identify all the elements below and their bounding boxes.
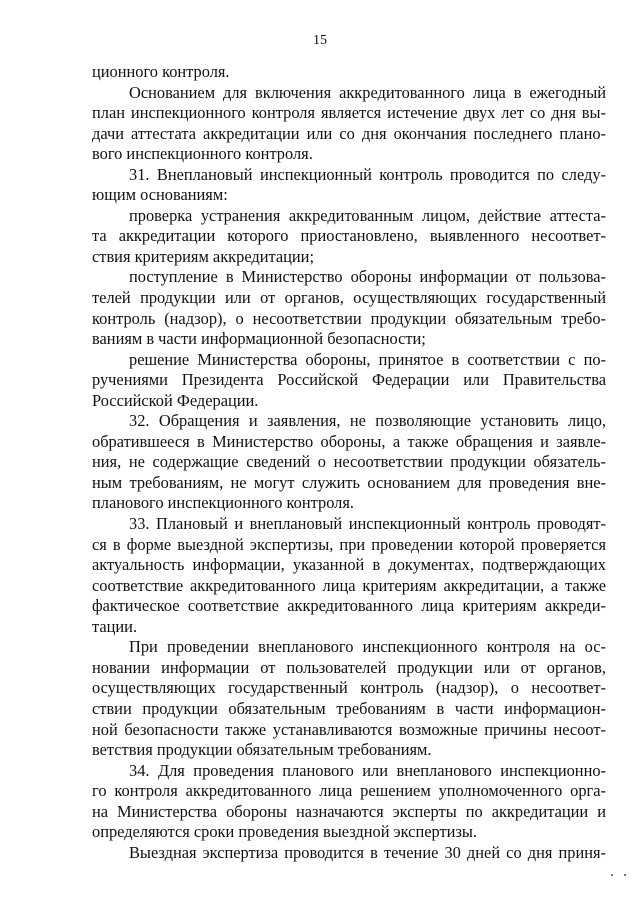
text-line: обратившееся в Министерство обороны, а также обращения и заявле-: [92, 431, 606, 451]
text-line: ваниям в части информационной безопасности;: [92, 329, 426, 349]
text-line: ствии продукции обязательным требованиям в части информацион-: [92, 698, 606, 718]
text-line: контроль (надзор), о несоответствии продукции обязательным требо-: [92, 308, 606, 328]
text-line: соответствие аккредитованного лица критериям аккредитации, а также: [92, 575, 606, 595]
page-number: 15: [313, 33, 327, 48]
text-line: ным требованиям, не могут служить основанием для проведения вне-: [92, 472, 606, 492]
text-line: 31. Внеплановый инспекционный контроль проводится по следу-: [129, 164, 606, 184]
text-line: Основанием для включения аккредитованного лица в ежегодный: [129, 82, 606, 102]
text-line: При проведении внепланового инспекционного контроля на ос-: [129, 637, 606, 657]
text-line: телей продукции или от органов, осуществляющих государственный: [92, 288, 606, 308]
scan-speck: [611, 874, 613, 876]
text-line: план инспекционного контроля является истечение двух лет со дня вы-: [92, 103, 606, 123]
text-line: ния, не содержащие сведений о несоответствии продукции обязатель-: [92, 452, 606, 472]
text-line: ствия критериям аккредитации;: [92, 246, 315, 266]
text-line: актуальность информации, указанной в документах, подтверждающих: [92, 555, 606, 575]
text-line: новании информации от пользователей продукции или от органов,: [92, 657, 606, 677]
text-line: фактическое соответствие аккредитованного лица критериям аккреди-: [92, 596, 606, 616]
text-line: проверка устранения аккредитованным лицом, действие аттеста-: [129, 205, 606, 225]
text-line: Российской Федерации.: [92, 390, 259, 410]
text-line: та аккредитации которого приостановлено, выявленного несоответ-: [92, 226, 606, 246]
document-body: [92, 62, 606, 863]
text-line: осуществляющих государственный контроль (надзор), о несоответ-: [92, 678, 606, 698]
text-line: го контроля аккредитованного лица решением уполномоченного орга-: [92, 781, 606, 801]
text-line: 32. Обращения и заявления, не позволяющие установить лицо,: [129, 411, 606, 431]
text-line: ручениями Президента Российской Федерации или Правительства: [92, 370, 606, 390]
scan-speck: [624, 874, 626, 876]
text-line: дачи аттестата аккредитации или со дня окончания последнего плано-: [92, 123, 606, 143]
text-line: 34. Для проведения планового или внепланового инспекционно-: [129, 760, 606, 780]
text-line: поступление в Министерство обороны информации от пользова-: [129, 267, 606, 287]
text-line: 33. Плановый и внеплановый инспекционный контроль проводят-: [129, 514, 606, 534]
text-line: вого инспекционного контроля.: [92, 144, 313, 164]
text-line: решение Министерства обороны, принятое в соответствии с по-: [129, 349, 606, 369]
text-line: тации.: [92, 616, 138, 636]
text-line: ветствия продукции обязательным требованиям.: [92, 740, 432, 760]
text-line: ной безопасности также устанавливаются возможные причины несоот-: [92, 719, 606, 739]
text-line: ющим основаниям:: [92, 185, 228, 205]
text-line: ционного контроля.: [92, 62, 230, 81]
text-line: на Министерства обороны назначаются эксперты по аккредитации и: [92, 801, 606, 821]
text-line: определяются сроки проведения выездной экспертизы.: [92, 822, 478, 842]
text-line: планового инспекционного контроля.: [92, 493, 354, 513]
text-line: Выездная экспертиза проводится в течение 30 дней со дня приня-: [129, 842, 606, 862]
text-line: ся в форме выездной экспертизы, при проведении которой проверяется: [92, 534, 606, 554]
